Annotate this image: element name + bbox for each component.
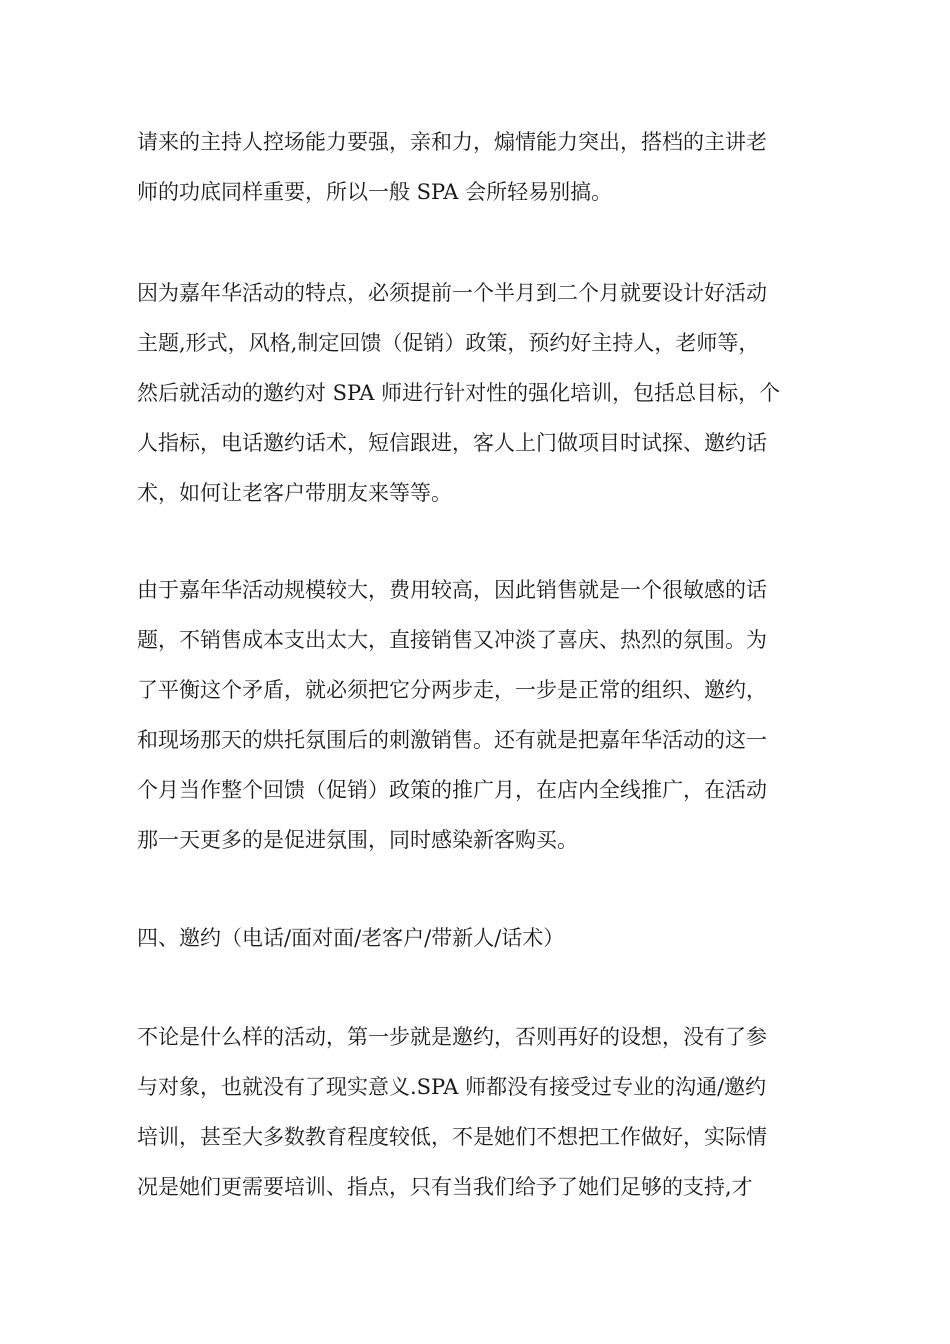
text-line: 由于嘉年华活动规模较大，费用较高，因此销售就是一个很敏感的话	[137, 578, 767, 602]
text-line: 术，如何让老客户带朋友来等等。	[137, 481, 452, 505]
text-line: 人指标，电话邀约话术，短信跟进，客人上门做项目时试探、邀约话	[137, 431, 767, 455]
text-line: 题，不销售成本支出太大，直接销售又冲淡了喜庆、热烈的氛围。为	[137, 628, 767, 652]
text-line: 与对象，也就没有了现实意义.SPA 师都没有接受过专业的沟通/邀约	[137, 1075, 767, 1099]
section-heading-invitation	[137, 913, 817, 963]
paragraph-carnival-sales	[137, 565, 817, 865]
text-line: 培训，甚至大多数教育程度较低，不是她们不想把工作做好，实际情	[137, 1125, 767, 1149]
text-line: 不论是什么样的活动，第一步就是邀约，否则再好的设想，没有了参	[137, 1025, 767, 1049]
text-line: 主题,形式，风格,制定回馈（促销）政策，预约好主持人，老师等，	[137, 331, 760, 355]
text-line: 因为嘉年华活动的特点，必须提前一个半月到二个月就要设计好活动	[137, 281, 767, 305]
text-line: 了平衡这个矛盾，就必须把它分两步走，一步是正常的组织、邀约，	[137, 678, 767, 702]
paragraph-invitation-importance	[137, 1012, 817, 1212]
paragraph-host-requirements	[137, 117, 817, 217]
text-line: 个月当作整个回馈（促销）政策的推广月，在店内全线推广，在活动	[137, 778, 767, 802]
text-line: 和现场那天的烘托氛围后的刺激销售。还有就是把嘉年华活动的这一	[137, 728, 767, 752]
text-line: 请来的主持人控场能力要强，亲和力，煽情能力突出，搭档的主讲老	[137, 130, 767, 154]
paragraph-carnival-preparation	[137, 268, 817, 518]
text-line: 然后就活动的邀约对 SPA 师进行针对性的强化培训，包括总目标，个	[137, 381, 781, 405]
text-line: 况是她们更需要培训、指点，只有当我们给予了她们足够的支持,才	[137, 1175, 753, 1199]
text-line: 那一天更多的是促进氛围，同时感染新客购买。	[137, 828, 578, 852]
text-line: 师的功底同样重要，所以一般 SPA 会所轻易别搞。	[137, 180, 613, 204]
section-heading-text: 四、邀约（电话/面对面/老客户/带新人/话术）	[137, 926, 565, 950]
